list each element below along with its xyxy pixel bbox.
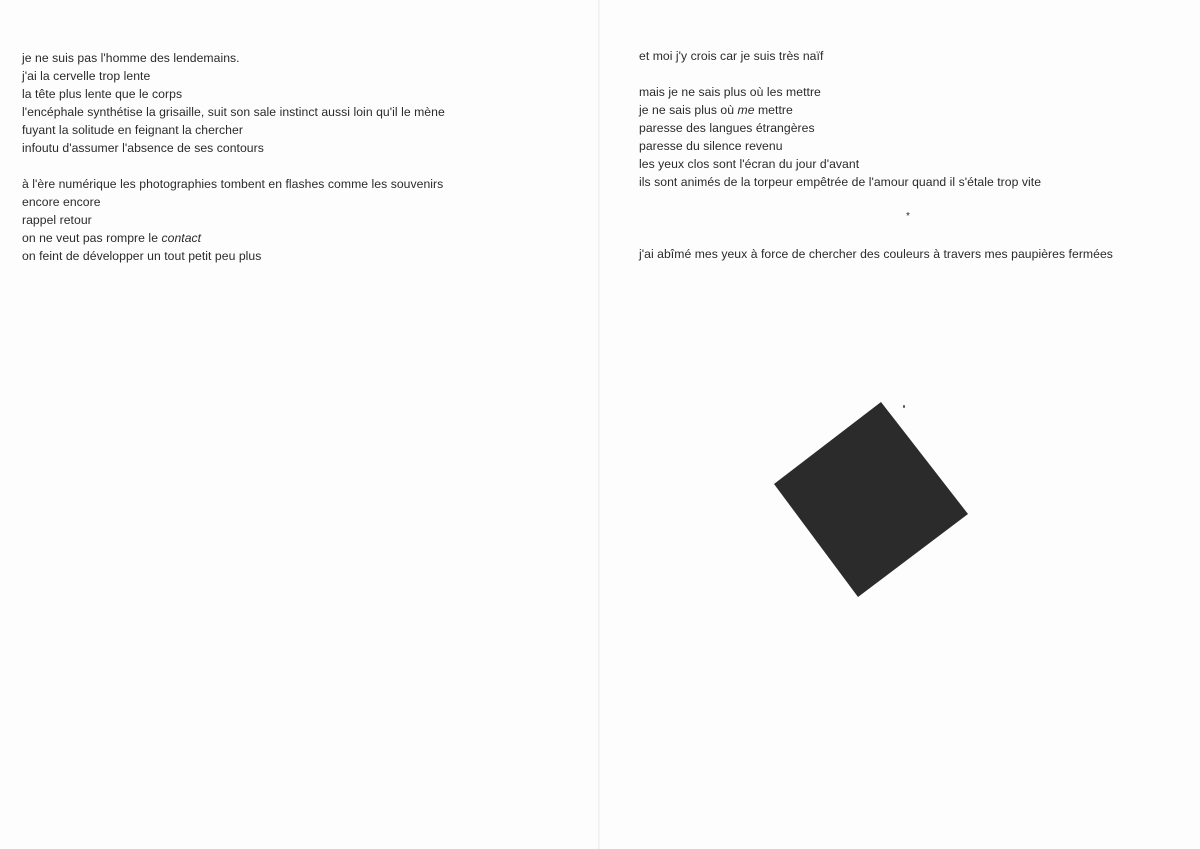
poem-line: rappel retour bbox=[22, 213, 92, 227]
square-shape bbox=[774, 402, 968, 597]
poem-line: on feint de développer un tout petit peu plus bbox=[22, 249, 262, 263]
poem-line-suffix: mettre bbox=[754, 103, 793, 117]
poem-line: la tête plus lente que le corps bbox=[22, 87, 183, 101]
poem-line: l'encéphale synthétise la grisaille, suit son sale instinct aussi loin qu'il le mène bbox=[22, 105, 445, 119]
poem-line: infoutu d'assumer l'absence de ses contours bbox=[22, 141, 264, 155]
poem-line-contact bbox=[22, 230, 201, 246]
poem-line: et moi j'y crois car je suis très naïf bbox=[639, 49, 824, 63]
emphasis-me: me bbox=[737, 103, 755, 117]
emphasis-contact: contact bbox=[161, 231, 202, 245]
poem-line: j'ai abîmé mes yeux à force de chercher des couleurs à travers mes paupières fermées bbox=[639, 247, 1113, 261]
poem-line: à l'ère numérique les photographies tombent en flashes comme les souvenirs bbox=[22, 177, 444, 191]
poem-line: mais je ne sais plus où les mettre bbox=[639, 85, 821, 99]
left-page bbox=[0, 0, 598, 849]
poem-line: paresse du silence revenu bbox=[639, 139, 783, 153]
black-square-figure bbox=[770, 400, 970, 600]
rotated-square bbox=[770, 400, 970, 600]
poem-line: je ne suis pas l'homme des lendemains. bbox=[22, 51, 240, 65]
poem-line: paresse des langues étrangères bbox=[639, 121, 815, 135]
poem-line-me bbox=[639, 102, 793, 118]
poem-line-prefix: on ne veut pas rompre le bbox=[22, 231, 162, 245]
ink-speck bbox=[903, 405, 905, 408]
poem-line: les yeux clos sont l'écran du jour d'avant bbox=[639, 157, 860, 171]
section-separator: * bbox=[906, 211, 910, 222]
poem-line: encore encore bbox=[22, 195, 101, 209]
poem-line: fuyant la solitude en feignant la chercher bbox=[22, 123, 243, 137]
poem-line-prefix: je ne sais plus où bbox=[639, 103, 738, 117]
poem-line: j'ai la cervelle trop lente bbox=[22, 69, 151, 83]
poem-line: ils sont animés de la torpeur empêtrée de l'amour quand il s'étale trop vite bbox=[639, 175, 1042, 189]
